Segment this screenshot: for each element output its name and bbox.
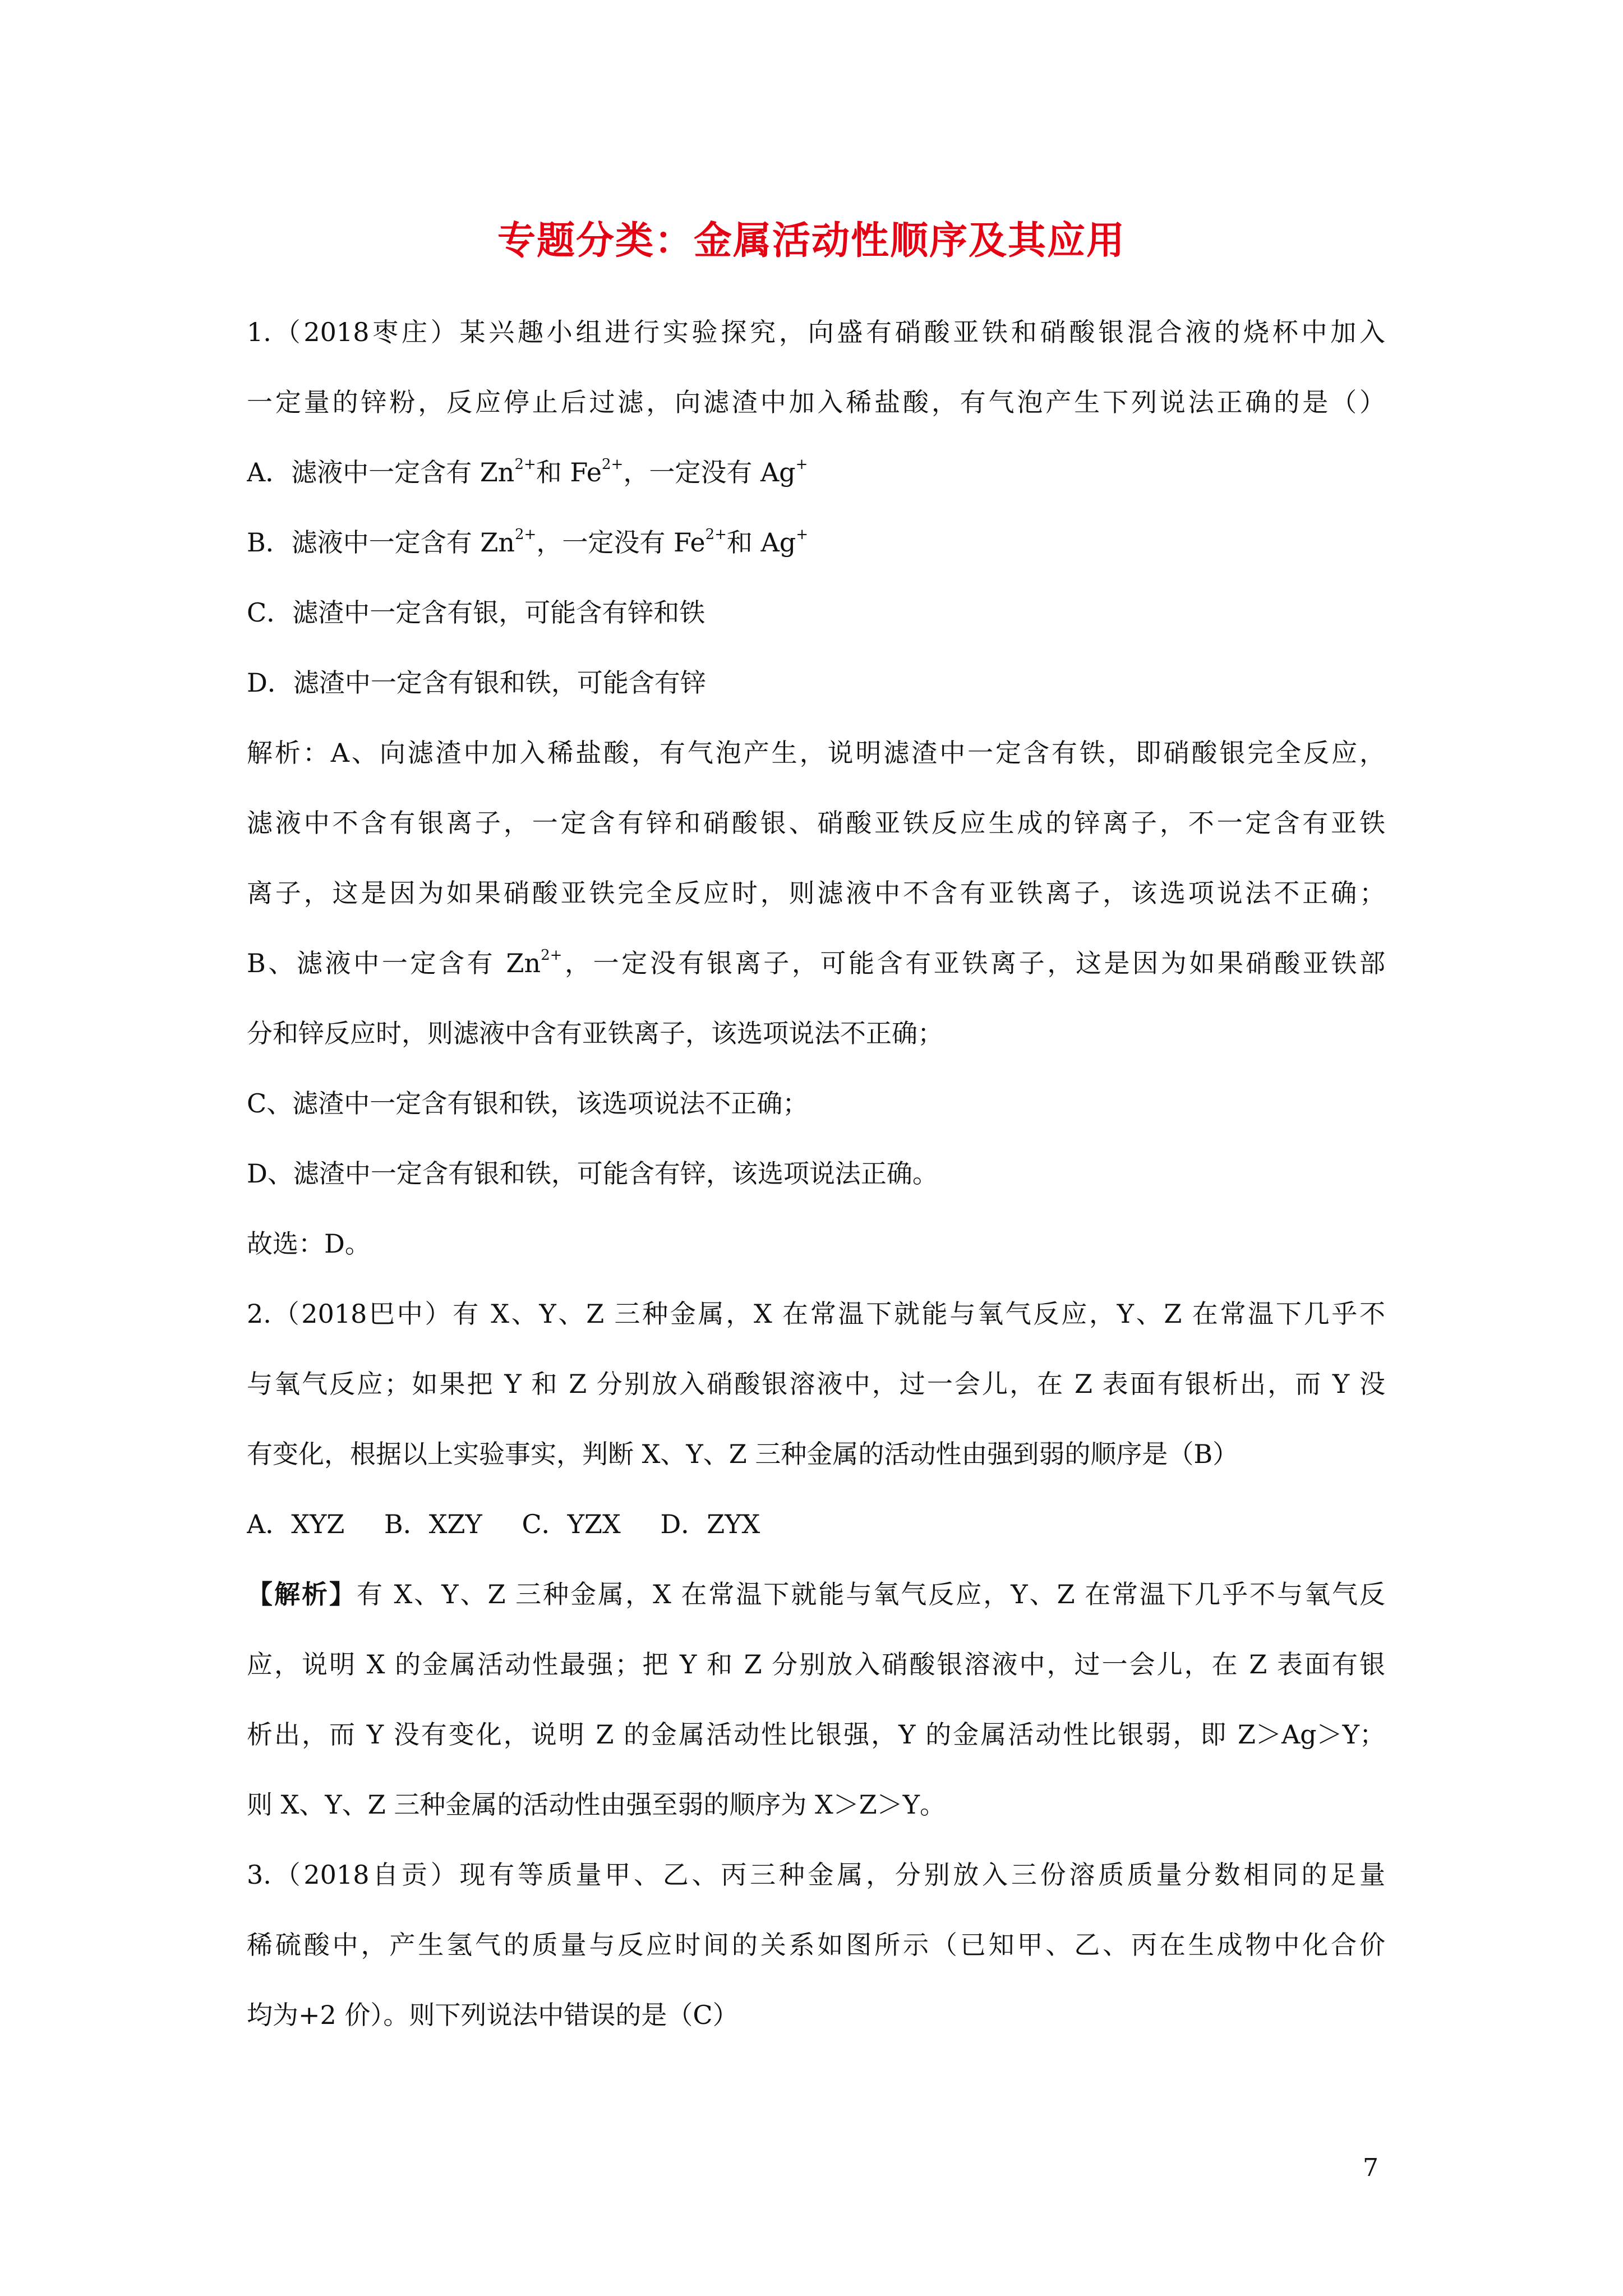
superscript: + bbox=[795, 456, 808, 473]
text: B、滤液中一定含有 Zn bbox=[247, 948, 541, 978]
q1-stem-line-2: 一定量的锌粉，反应停止后过滤，向滤渣中加入稀盐酸，有气泡产生下列说法正确的是（） bbox=[247, 387, 1385, 417]
q1-analysis-line-3: 离子，这是因为如果硝酸亚铁完全反应时，则滤液中不含有亚铁离子，该选项说法不正确； bbox=[247, 878, 1385, 908]
text: 和 Fe bbox=[536, 457, 602, 487]
q1-stem-line-1: 1.（2018枣庄）某兴趣小组进行实验探究，向盛有硝酸亚铁和硝酸银混合液的烧杯中加入 bbox=[247, 317, 1385, 347]
q1-analysis-line-4 bbox=[247, 928, 1385, 999]
text: ，一定没有 Fe bbox=[536, 527, 706, 558]
q2-options bbox=[247, 1489, 1385, 1559]
page-title: 专题分类：金属活动性顺序及其应用 bbox=[497, 219, 1126, 263]
document-body bbox=[247, 297, 1385, 2050]
superscript: 2+ bbox=[514, 456, 536, 473]
text: B．滤液中一定含有 Zn bbox=[247, 527, 515, 558]
q1-analysis-line-6: C、滤渣中一定含有银和铁，该选项说法不正确； bbox=[247, 1088, 809, 1119]
page-number: 7 bbox=[1363, 2154, 1378, 2182]
q1-analysis-line-7: D、滤渣中一定含有银和铁，可能含有锌，该选项说法正确。 bbox=[247, 1158, 938, 1189]
superscript: 2+ bbox=[705, 526, 727, 543]
q1-analysis-line-5: 分和锌反应时，则滤液中含有亚铁离子，该选项说法不正确； bbox=[247, 1018, 943, 1048]
superscript: 2+ bbox=[515, 526, 537, 543]
q2-analysis-line-4: 则 X、Y、Z 三种金属的活动性由强至弱的顺序为 X＞Z＞Y。 bbox=[247, 1789, 946, 1820]
q1-option-d: D．滤渣中一定含有银和铁，可能含有锌 bbox=[247, 668, 706, 698]
q1-option-b bbox=[247, 508, 1385, 578]
q2-option-a: A．XYZ bbox=[247, 1509, 345, 1539]
q1-analysis-line-2: 滤液中不含有银离子，一定含有锌和硝酸银、硝酸亚铁反应生成的锌离子，不一定含有亚铁 bbox=[247, 808, 1385, 838]
q2-analysis-line-3: 析出，而 Y 没有变化，说明 Z 的金属活动性比银强，Y 的金属活动性比银弱，即 Z＞Ag＞Y； bbox=[247, 1719, 1385, 1750]
text: 和 Ag bbox=[726, 527, 796, 558]
superscript: 2+ bbox=[602, 456, 624, 473]
superscript: 2+ bbox=[541, 947, 562, 964]
q3-stem-line-3: 均为+2 价）。则下列说法中错误的是（C） bbox=[247, 2000, 739, 2030]
q2-analysis-line-1 bbox=[247, 1559, 1385, 1630]
analysis-tag: 【解析】 bbox=[247, 1579, 357, 1609]
q2-option-b: B．XZY bbox=[384, 1509, 482, 1539]
q1-answer: 故选：D。 bbox=[247, 1228, 371, 1259]
q2-option-d: D．ZYX bbox=[660, 1509, 760, 1539]
q1-option-a bbox=[247, 438, 1385, 508]
superscript: + bbox=[796, 526, 809, 543]
text: A．滤液中一定含有 Zn bbox=[247, 457, 515, 487]
text: ，一定没有 Ag bbox=[623, 457, 796, 487]
q2-option-c: C．YZX bbox=[522, 1509, 621, 1539]
q2-stem-line-3: 有变化，根据以上实验事实，判断 X、Y、Z 三种金属的活动性由强到弱的顺序是（B） bbox=[247, 1439, 1239, 1469]
q2-stem-line-1: 2.（2018巴中）有 X、Y、Z 三种金属，X 在常温下就能与氧气反应，Y、Z 在常温下几乎不 bbox=[247, 1299, 1385, 1329]
text: 有 X、Y、Z 三种金属，X 在常温下就能与氧气反应，Y、Z 在常温下几乎不与氧气反 bbox=[356, 1579, 1385, 1609]
q2-analysis-line-2: 应，说明 X 的金属活动性最强；把 Y 和 Z 分别放入硝酸银溶液中，过一会儿，在 Z 表面有银 bbox=[247, 1649, 1385, 1680]
q2-stem-line-2: 与氧气反应；如果把 Y 和 Z 分别放入硝酸银溶液中，过一会儿，在 Z 表面有银析出，而 Y 没 bbox=[247, 1369, 1385, 1399]
q3-stem-line-2: 稀硫酸中，产生氢气的质量与反应时间的关系如图所示（已知甲、乙、丙在生成物中化合价 bbox=[247, 1930, 1385, 1960]
text: ，一定没有银离子，可能含有亚铁离子，这是因为如果硝酸亚铁部 bbox=[562, 948, 1385, 978]
q1-option-c: C．滤渣中一定含有银，可能含有锌和铁 bbox=[247, 597, 706, 628]
q3-stem-line-1: 3.（2018自贡）现有等质量甲、乙、丙三种金属，分别放入三份溶质质量分数相同的足量 bbox=[247, 1860, 1385, 1890]
q1-analysis-line-1: 解析：A、向滤渣中加入稀盐酸，有气泡产生，说明滤渣中一定含有铁，即硝酸银完全反应， bbox=[247, 738, 1385, 768]
